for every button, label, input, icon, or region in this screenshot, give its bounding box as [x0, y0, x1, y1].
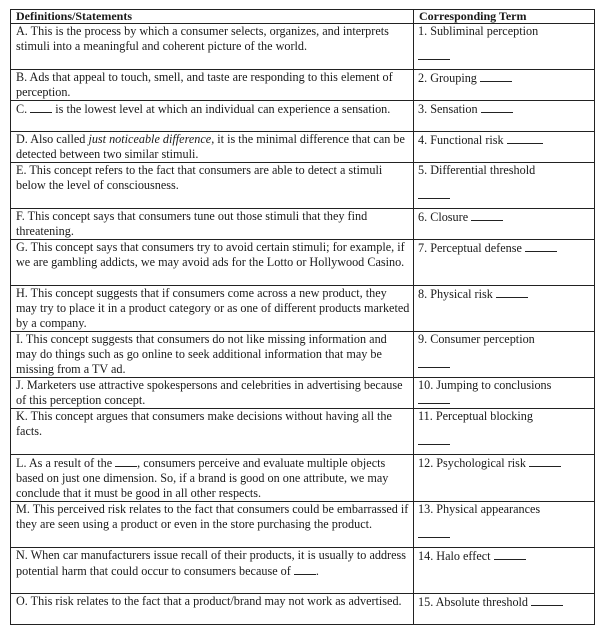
- answer-blank[interactable]: [418, 188, 450, 199]
- definition-text: is the lowest level at which an individual can experience a sensation.: [55, 102, 391, 116]
- answer-blank[interactable]: [531, 594, 563, 606]
- header-row: [11, 10, 595, 24]
- definition-cell: [11, 209, 414, 240]
- term-cell: [414, 409, 595, 455]
- definition-text: .: [315, 564, 319, 578]
- definition-cell: [11, 240, 414, 286]
- definition-text: O. This risk relates to the fact that a product/brand may not work as advertised.: [16, 594, 402, 608]
- term-cell: [414, 332, 595, 378]
- definition-text: F. This concept says that consumers tune out those stimuli that they find threatening.: [16, 209, 368, 238]
- table-row: [11, 70, 595, 101]
- term-text: 2. Grouping: [418, 71, 477, 85]
- term-cell: [414, 163, 595, 209]
- term-cell: [414, 378, 595, 409]
- definition-text: , it is the minimal difference that can be detected between two similar stimuli.: [16, 132, 405, 161]
- table-row: [11, 101, 595, 132]
- term-cell: [414, 455, 595, 502]
- definition-text: B. Ads that appeal to touch, smell, and taste are responding to this element of perception.: [16, 70, 393, 99]
- term-text: 1. Subliminal perception: [418, 24, 539, 38]
- term-text: 11. Perceptual blocking: [418, 409, 533, 423]
- definition-cell: [11, 332, 414, 378]
- term-text: 7. Perceptual defense: [418, 241, 522, 255]
- definition-text: E. This concept refers to the fact that consumers are able to detect a stimuli below the level of consciousness.: [16, 163, 383, 192]
- answer-blank[interactable]: [418, 393, 450, 404]
- table-row: [11, 209, 595, 240]
- term-text: 6. Closure: [418, 210, 469, 224]
- table-row: [11, 594, 595, 625]
- answer-blank[interactable]: [418, 49, 450, 60]
- table-row: [11, 163, 595, 209]
- answer-blank[interactable]: [481, 101, 513, 113]
- term-text: 15. Absolute threshold: [418, 595, 529, 609]
- table-row: [11, 502, 595, 548]
- term-cell: [414, 24, 595, 70]
- term-text: 10. Jumping to conclusions: [418, 378, 552, 392]
- answer-blank[interactable]: [480, 70, 512, 82]
- answer-blank[interactable]: [507, 132, 543, 144]
- table-row: [11, 24, 595, 70]
- definition-text: D. Also called: [16, 132, 86, 146]
- definition-cell: [11, 70, 414, 101]
- definition-text: N. When car manufacturers issue recall of their products, it is usually to address potential harm that could occur to consumers because of: [16, 548, 406, 578]
- definition-text: , consumers perceive and evaluate multiple objects based on just one dimension. So, if a brand is good on one attribute, we may conclude that it must be good in all other respects.: [16, 456, 389, 500]
- term-cell: [414, 209, 595, 240]
- table-row: [11, 286, 595, 332]
- definition-text: M. This perceived risk relates to the fact that consumers could be embarrassed if they are seen using a product or even in the store purchasing the product.: [16, 502, 409, 531]
- table-row: [11, 548, 595, 594]
- term-cell: [414, 548, 595, 594]
- definition-cell: [11, 24, 414, 70]
- inline-blank[interactable]: [115, 455, 137, 467]
- answer-blank[interactable]: [529, 455, 561, 467]
- definition-text: G. This concept says that consumers try to avoid certain stimuli; for example, if we are gambling addicts, we may avoid ads for the Lotto or Hollywood Casino.: [16, 240, 405, 269]
- matching-table: [10, 9, 595, 625]
- term-cell: [414, 286, 595, 332]
- definition-cell: [11, 502, 414, 548]
- table-row: [11, 240, 595, 286]
- definition-cell: [11, 548, 414, 594]
- definition-cell: [11, 286, 414, 332]
- term-column-header: Corresponding Term: [414, 10, 595, 24]
- definition-cell: [11, 409, 414, 455]
- term-cell: [414, 132, 595, 163]
- definition-text: A. This is the process by which a consumer selects, organizes, and interprets stimuli into a meaningful and coherent picture of the world.: [16, 24, 389, 53]
- term-text: 8. Physical risk: [418, 287, 493, 301]
- term-text: 13. Physical appearances: [418, 502, 541, 516]
- table-row: [11, 455, 595, 502]
- table-row: [11, 132, 595, 163]
- term-text: 4. Functional risk: [418, 133, 504, 147]
- term-text: 3. Sensation: [418, 102, 478, 116]
- term-cell: [414, 101, 595, 132]
- definition-cell: [11, 378, 414, 409]
- answer-blank[interactable]: [418, 357, 450, 368]
- answer-blank[interactable]: [418, 527, 450, 538]
- answer-blank[interactable]: [418, 434, 450, 445]
- definition-cell: [11, 101, 414, 132]
- definitions-column-header: Definitions/Statements: [11, 10, 414, 24]
- emphasized-term: just noticeable difference: [88, 132, 212, 146]
- definition-cell: [11, 163, 414, 209]
- table-row: [11, 378, 595, 409]
- table-row: [11, 409, 595, 455]
- definition-text: C.: [16, 102, 28, 116]
- term-cell: [414, 502, 595, 548]
- answer-blank[interactable]: [525, 240, 557, 252]
- definition-text: J. Marketers use attractive spokespersons and celebrities in advertising because of this perception concept.: [16, 378, 403, 407]
- term-text: 5. Differential threshold: [418, 163, 536, 177]
- answer-blank[interactable]: [494, 548, 526, 560]
- term-text: 9. Consumer perception: [418, 332, 535, 346]
- definition-text: H. This concept suggests that if consumers come across a new product, they may try to place it in a product category or as one of different products marketed by a company.: [16, 286, 410, 330]
- term-cell: [414, 70, 595, 101]
- inline-blank[interactable]: [294, 563, 316, 575]
- definition-text: K. This concept argues that consumers make decisions without having all the facts.: [16, 409, 392, 438]
- worksheet: [10, 9, 595, 625]
- term-cell: [414, 240, 595, 286]
- definition-cell: [11, 455, 414, 502]
- definition-text: I. This concept suggests that consumers do not like missing information and may do things such as go online to seek additional information that may be missing from a TV ad.: [16, 332, 387, 376]
- term-text: 14. Halo effect: [418, 549, 491, 563]
- definition-text: L. As a result of the: [16, 456, 113, 470]
- table-row: [11, 332, 595, 378]
- answer-blank[interactable]: [496, 286, 528, 298]
- term-cell: [414, 594, 595, 625]
- answer-blank[interactable]: [471, 209, 503, 221]
- inline-blank[interactable]: [30, 101, 52, 113]
- definition-cell: [11, 594, 414, 625]
- term-text: 12. Psychological risk: [418, 456, 526, 470]
- definition-cell: [11, 132, 414, 163]
